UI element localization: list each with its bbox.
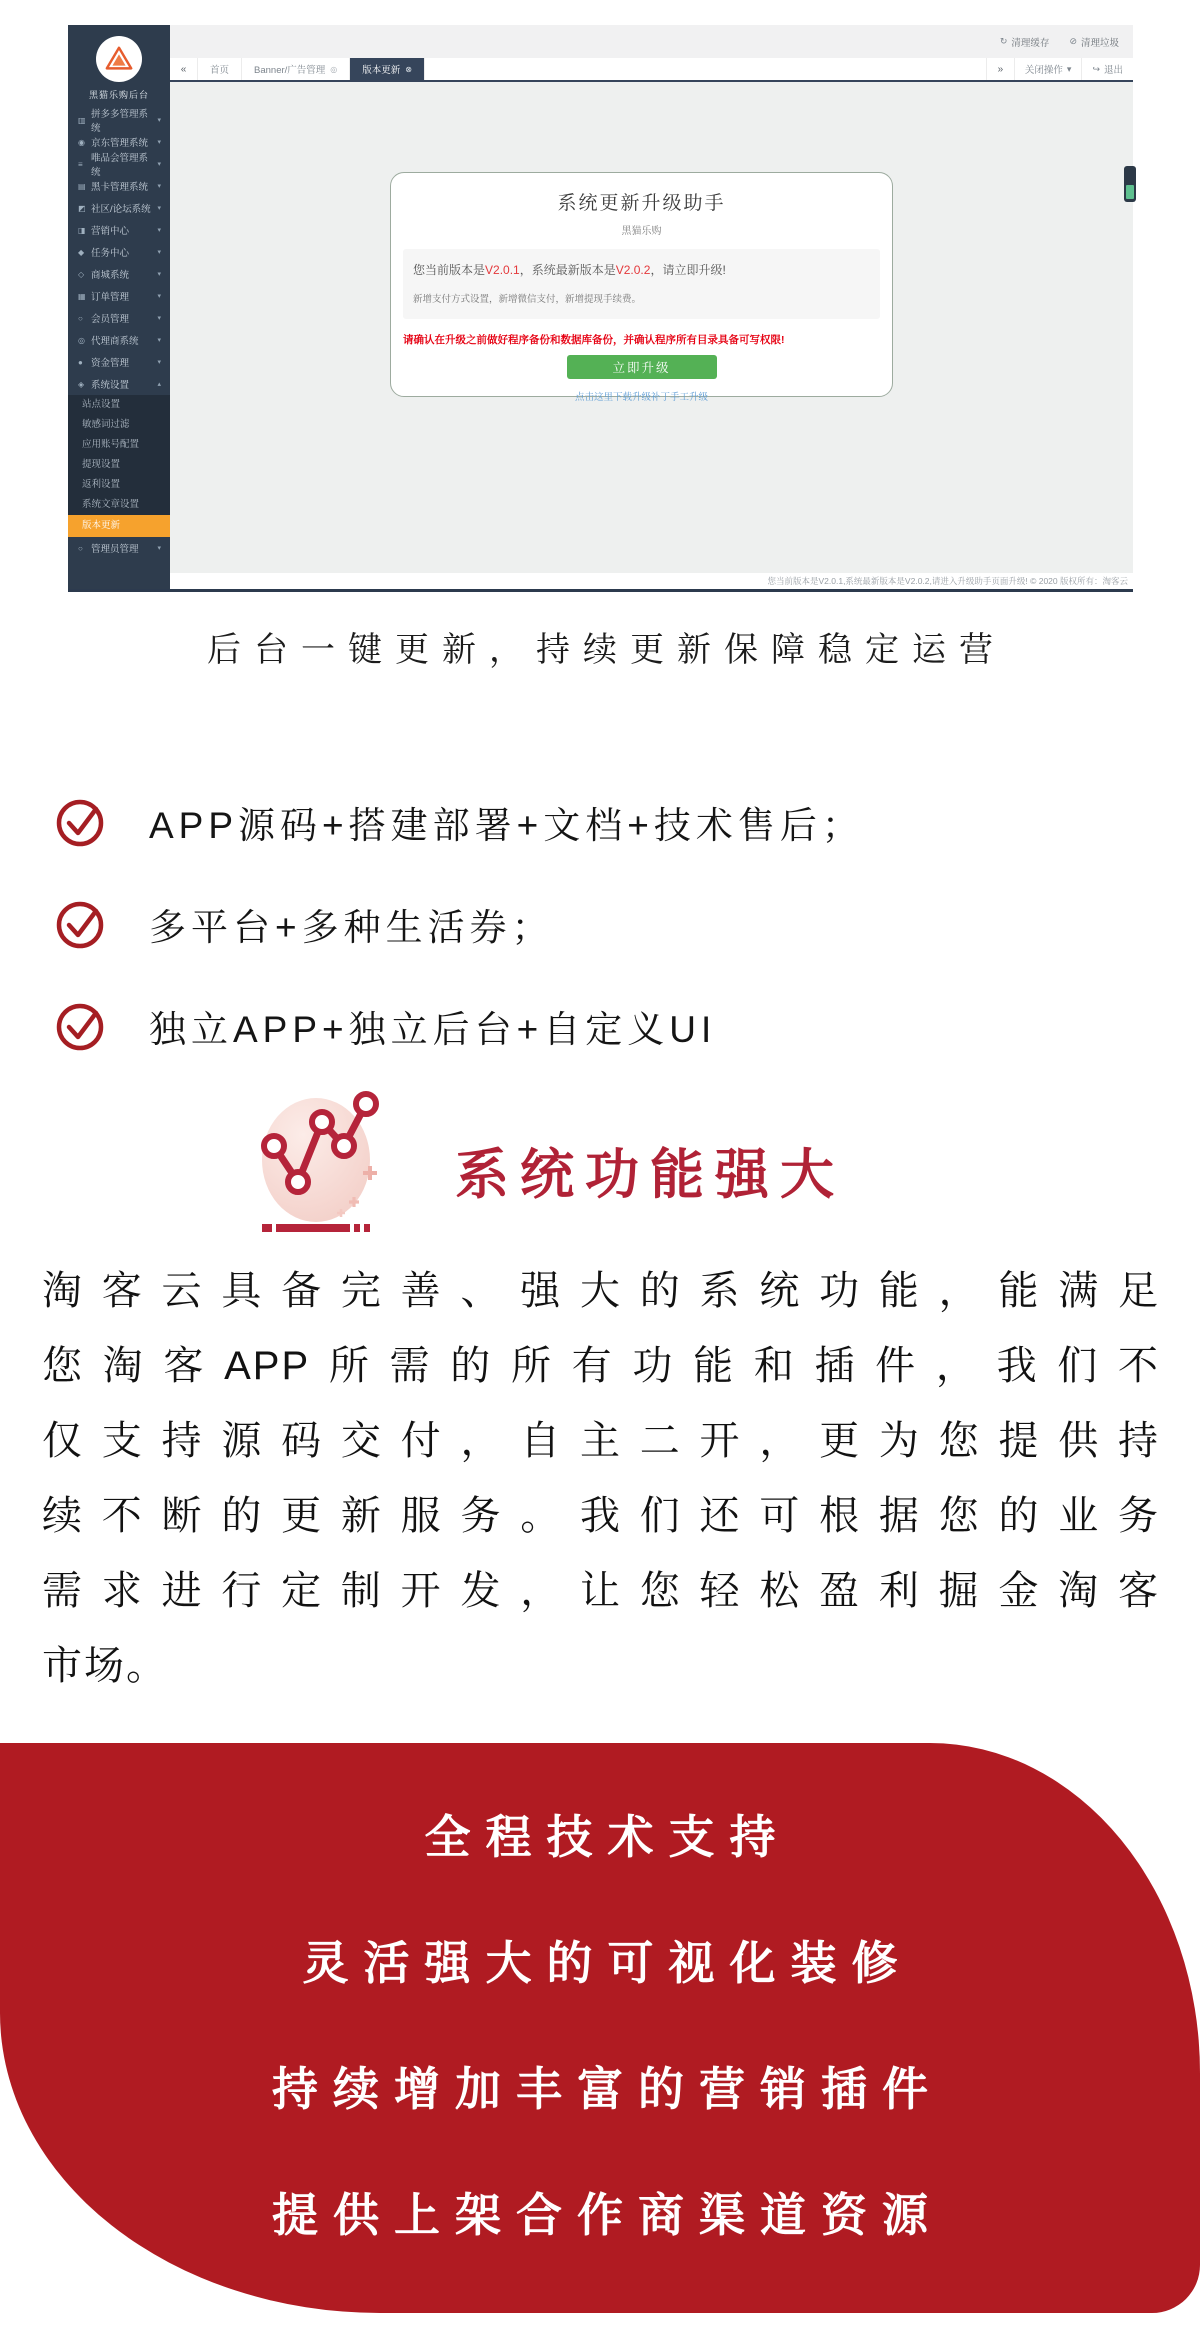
brand-name: 黑猫乐购后台	[88, 90, 149, 100]
promo-banner	[0, 1743, 1200, 2313]
latest-version: V2.0.2	[615, 263, 651, 277]
brand-logo	[96, 36, 142, 82]
feature-note: 新增支付方式设置，新增微信支付，新增提现手续费。	[413, 294, 642, 305]
close-tab-icon[interactable]: ⊗	[405, 64, 412, 74]
sidebar-item-label: 订单管理	[91, 292, 130, 303]
tabbar-right	[986, 58, 1133, 80]
sidebar-sub-item[interactable]: 系统文章设置	[82, 499, 140, 510]
sidebar-item-label: 系统设置	[91, 380, 130, 391]
sidebar-item-label: 唯品会管理系统	[91, 153, 149, 178]
sidebar-item[interactable]	[68, 109, 170, 134]
sidebar-sub-item[interactable]: 站点设置	[82, 399, 121, 410]
tab-label: 版本更新	[362, 65, 401, 76]
clear-cache-label: 清理缓存	[1011, 37, 1050, 49]
admin-content	[170, 82, 1133, 573]
close-operations-label: 关闭操作	[1024, 65, 1063, 76]
sidebar-item-icon: ◇	[78, 269, 85, 279]
paragraph-line: 需求进行定制开发，让您轻松盈利掘金淘客	[42, 1569, 1160, 1613]
clear-trash-label: 清理垃圾	[1080, 37, 1119, 49]
sidebar-item-icon: ◈	[78, 379, 85, 389]
paragraph-line: 您淘客APP所需的所有功能和插件，我们不	[42, 1344, 1160, 1388]
feature-bullet	[55, 794, 864, 850]
sidebar-item[interactable]	[68, 241, 170, 263]
upgrade-assistant-dialog	[390, 172, 893, 403]
manual-upgrade-link[interactable]: 点击这里下载升级补丁手工升级	[574, 392, 708, 403]
logout-label: 退出	[1103, 65, 1123, 76]
sidebar-item-label: 任务中心	[91, 248, 130, 259]
sidebar-item-label: 拼多多管理系统	[91, 109, 149, 134]
current-version: V2.0.1	[485, 263, 520, 277]
check-circle-icon	[55, 796, 107, 848]
sidebar-item-icon: ▦	[78, 291, 86, 301]
tab-version-update[interactable]	[350, 58, 425, 80]
tab-home[interactable]	[198, 58, 242, 80]
clear-cache-button[interactable]	[1000, 35, 1050, 49]
logout-button[interactable]	[1081, 58, 1133, 80]
sidebar-sub-item-active[interactable]: 版本更新	[68, 515, 170, 537]
clear-trash-button[interactable]	[1069, 35, 1119, 49]
bullet-text: APP源码+搭建部署+文档+技术售后；	[149, 805, 864, 846]
line-chart-icon	[258, 1082, 390, 1234]
description-paragraph	[42, 1254, 1160, 1704]
scroll-tabs-right-icon[interactable]: »	[986, 58, 1014, 80]
dialog-title: 系统更新升级助手	[557, 193, 726, 214]
chevron-down-icon: ▾	[157, 205, 161, 212]
sidebar-item-icon: ◎	[78, 335, 85, 345]
paragraph-line: 市场。	[42, 1644, 168, 1688]
floating-widget-accent	[1126, 185, 1134, 199]
admin-manage-icon: ○	[78, 543, 83, 553]
admin-screenshot	[68, 25, 1133, 592]
sidebar-item-icon: ◆	[78, 247, 85, 257]
bullet-text: 多平台+多种生活券；	[149, 907, 554, 948]
sidebar-item-icon: ○	[78, 313, 83, 323]
dialog-subtitle: 黑猫乐购	[621, 226, 662, 237]
chevron-down-icon: ▾	[157, 337, 161, 344]
backup-warning: 请确认在升级之前做好程序备份和数据库备份，并确认程序所有目录具备可写权限!	[403, 334, 785, 346]
chevron-up-icon: ▴	[157, 381, 161, 388]
sidebar	[68, 25, 170, 589]
sidebar-item[interactable]	[68, 263, 170, 285]
sidebar-item[interactable]	[68, 153, 170, 178]
sidebar-item-icon: ●	[78, 357, 83, 367]
chevron-down-icon: ▾	[157, 183, 161, 190]
sidebar-item[interactable]	[68, 285, 170, 307]
paragraph-line: 仅支持源码交付，自主二开，更为您提供持	[42, 1419, 1160, 1463]
feature-bullet	[55, 896, 554, 952]
banner-line: 全程技术支持	[424, 1811, 791, 1863]
clear-trash-icon: ⊘	[1069, 36, 1077, 46]
feature-bullet	[55, 998, 716, 1054]
sidebar-sub-item[interactable]: 提现设置	[82, 459, 121, 470]
sidebar-sub-item[interactable]: 敏感词过滤	[82, 419, 130, 430]
tab-label: 首页	[210, 65, 230, 76]
chevron-down-icon: ▾	[157, 271, 161, 278]
tab-bar	[170, 58, 1133, 82]
sidebar-submenu	[68, 395, 170, 537]
chevron-down-icon: ▾	[157, 161, 161, 168]
admin-footer: 您当前版本是V2.0.1,系统最新版本是V2.0.2,请进入升级助手页面升级! © 2020 版权所有：淘客云	[170, 573, 1133, 589]
sidebar-item-label: 黑卡管理系统	[91, 182, 149, 193]
sidebar-item-label: 管理员管理	[91, 544, 139, 555]
check-circle-icon	[55, 898, 107, 950]
chevron-down-icon: ▾	[157, 293, 161, 300]
version-line: 您当前版本是V2.0.1，系统最新版本是V2.0.2，请立即升级!	[413, 263, 726, 277]
sidebar-item-icon: ◨	[78, 225, 86, 235]
chevron-down-icon: ▾	[157, 117, 161, 124]
sidebar-item[interactable]	[68, 307, 170, 329]
admin-main	[170, 25, 1133, 589]
chevron-down-icon: ▾	[157, 545, 161, 552]
sidebar-sub-item[interactable]: 返利设置	[82, 479, 121, 490]
chevron-down-icon: ▾	[157, 139, 161, 146]
sidebar-item[interactable]	[68, 197, 170, 219]
paragraph-line: 续不断的更新服务。我们还可根据您的业务	[42, 1494, 1160, 1538]
close-operations-dropdown[interactable]	[1014, 58, 1082, 80]
banner-line: 灵活强大的可视化装修	[302, 1937, 913, 1989]
sidebar-item-label: 代理商系统	[91, 336, 139, 347]
floating-sidebar-widget[interactable]	[1124, 166, 1136, 202]
paragraph-line: 淘客云具备完善、强大的系统功能，能满足	[42, 1269, 1160, 1313]
sidebar-item-label: 商城系统	[91, 270, 130, 281]
sidebar-item-icon: ◉	[78, 137, 85, 147]
sidebar-item-admin-manage[interactable]	[68, 537, 170, 559]
sidebar-sub-item[interactable]: 应用账号配置	[82, 439, 140, 450]
sidebar-item-label: 营销中心	[91, 226, 130, 237]
tab-label: Banner/广告管理	[254, 65, 326, 76]
chevron-down-icon: ▾	[1066, 63, 1072, 74]
clear-cache-icon: ↻	[999, 36, 1008, 46]
sidebar-item-label: 社区/论坛系统	[91, 204, 151, 215]
chevron-down-icon: ▾	[157, 315, 161, 322]
version-info-box	[403, 249, 880, 319]
sidebar-item-icon: ◩	[78, 203, 86, 213]
scroll-tabs-left-icon[interactable]: «	[170, 58, 198, 80]
chevron-down-icon: ▾	[157, 227, 161, 234]
sidebar-item-icon: ≡	[78, 159, 83, 169]
admin-topbar	[170, 25, 1133, 58]
section-title: 系统功能强大	[455, 1145, 845, 1205]
sidebar-item[interactable]	[68, 373, 170, 395]
sidebar-item-icon: ▥	[78, 115, 86, 125]
caption-headline: 后台一键更新，持续更新保障稳定运营	[207, 631, 1006, 669]
sidebar-item[interactable]	[68, 219, 170, 241]
upgrade-now-button[interactable]: 立即升级	[567, 355, 717, 379]
sidebar-item-label: 资金管理	[91, 358, 130, 369]
logout-icon: ↪	[1092, 63, 1100, 74]
tab-banner-manage[interactable]	[242, 58, 350, 80]
bullet-text: 独立APP+独立后台+自定义UI	[149, 1009, 717, 1050]
sidebar-item[interactable]	[68, 351, 170, 373]
banner-line: 提供上架合作商渠道资源	[272, 2189, 943, 2241]
sidebar-item[interactable]	[68, 329, 170, 351]
sidebar-item-label: 京东管理系统	[91, 138, 149, 149]
sidebar-menu	[68, 109, 170, 395]
sidebar-item[interactable]	[68, 175, 170, 197]
sidebar-item-label: 会员管理	[91, 314, 130, 325]
triangle-logo-icon	[104, 44, 134, 74]
chevron-down-icon: ▾	[157, 249, 161, 256]
banner-line: 持续增加丰富的营销插件	[272, 2063, 943, 2115]
sidebar-item-icon: ▤	[78, 181, 86, 191]
chevron-down-icon: ▾	[157, 359, 161, 366]
close-tab-icon[interactable]: ◎	[330, 64, 338, 74]
check-circle-icon	[55, 1000, 107, 1052]
